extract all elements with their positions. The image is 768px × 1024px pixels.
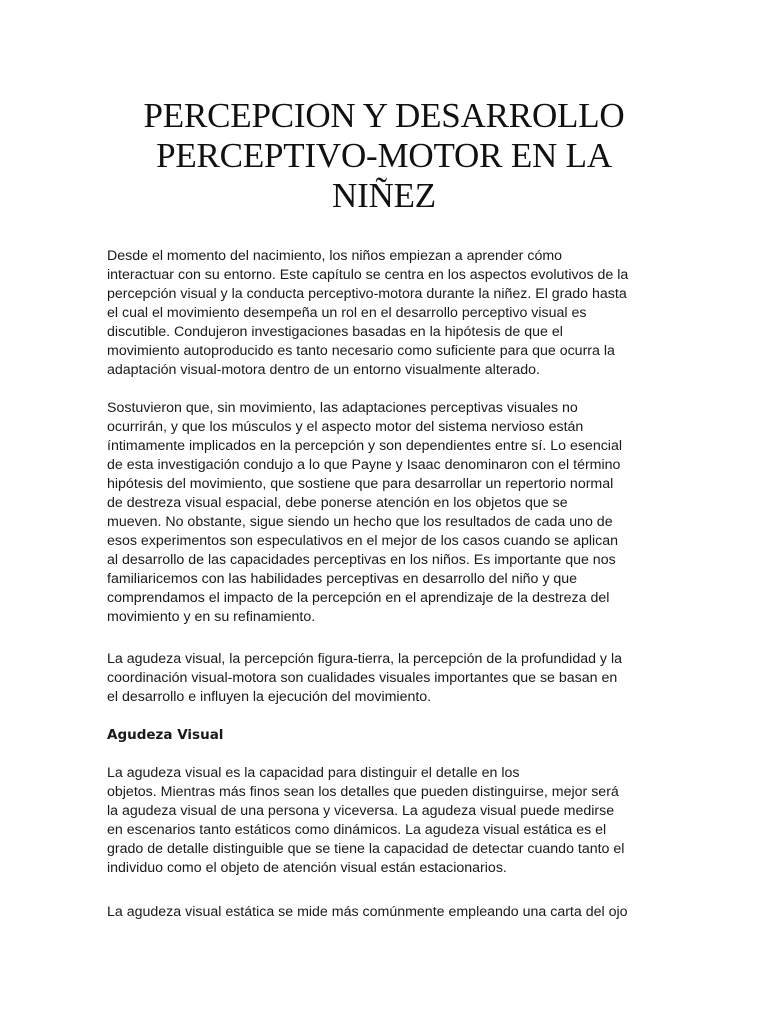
text-line: objetos. Mientras más finos sean los detalles que pueden distinguirse, mejor será xyxy=(107,784,619,800)
document-title xyxy=(100,96,668,216)
text-line: mueven. No obstante, sigue siendo un hecho que los resultados de cada uno de xyxy=(107,514,613,530)
text-line: el desarrollo e influyen la ejecución del movimiento. xyxy=(107,689,432,705)
text-line: esos experimentos son especulativos en el mejor de los casos cuando se aplican xyxy=(107,533,619,549)
text-line: comprendamos el impacto de la percepción en el aprendizaje de la destreza del xyxy=(107,590,610,606)
text-line: discutible. Condujeron investigaciones basadas en la hipótesis de que el xyxy=(107,324,563,340)
text-line: familiaricemos con las habilidades perceptivas en desarrollo del niño y que xyxy=(107,571,578,587)
text-line: en escenarios tanto estáticos como dinámicos. La agudeza visual estática es el xyxy=(107,822,607,838)
title-line: PERCEPTIVO-MOTOR EN LA xyxy=(156,136,612,175)
text-line: ocurrirán, y que los músculos y el aspecto motor del sistema nervioso están xyxy=(107,419,584,435)
text-line: interactuar con su entorno. Este capítulo se centra en los aspectos evolutivos de la xyxy=(107,267,629,283)
text-line: la agudeza visual de una persona y viceversa. La agudeza visual puede medirse xyxy=(107,803,615,819)
title-line: NIÑEZ xyxy=(332,176,436,215)
text-line: adaptación visual-motora dentro de un entorno visualmente alterado. xyxy=(107,362,540,378)
paragraph-intro xyxy=(107,247,667,380)
text-line: Sostuvieron que, sin movimiento, las adaptaciones perceptivas visuales no xyxy=(107,400,578,416)
paragraph-visual-acuity xyxy=(107,764,667,878)
paragraph-visual-qualities xyxy=(107,650,667,707)
text-line: Desde el momento del nacimiento, los niños empiezan a aprender cómo xyxy=(107,248,563,264)
text-line: individuo como el objeto de atención visual están estacionarios. xyxy=(107,860,507,876)
text-line: al desarrollo de las capacidades perceptivas en los niños. Es importante que nos xyxy=(107,552,616,568)
text-line: coordinación visual-motora son cualidades visuales importantes que se basan en xyxy=(107,670,618,686)
title-line: PERCEPCION Y DESARROLLO xyxy=(143,96,625,135)
paragraph-movement-hypothesis xyxy=(107,399,667,627)
text-line: movimiento y en su refinamiento. xyxy=(107,609,316,625)
text-line: La agudeza visual estática se mide más comúnmente empleando una carta del ojo xyxy=(107,904,628,920)
text-line: el cual el movimiento desempeña un rol en el desarrollo perceptivo visual es xyxy=(107,305,587,321)
text-line: íntimamente implicados en la percepción y son dependientes entre sí. Lo esencial xyxy=(107,438,622,454)
text-line: La agudeza visual, la percepción figura-tierra, la percepción de la profundidad y la xyxy=(107,651,623,667)
text-line: movimiento autoproducido es tanto necesario como suficiente para que ocurra la xyxy=(107,343,615,359)
text-line: de destreza visual espacial, debe ponerse atención en los objetos que se xyxy=(107,495,568,511)
text-line: percepción visual y la conducta perceptivo-motora durante la niñez. El grado hasta xyxy=(107,286,627,302)
text-line: hipótesis del movimiento, que sostiene que para desarrollar un repertorio normal xyxy=(107,476,614,492)
section-heading: Agudeza Visual xyxy=(107,727,224,743)
text-line: La agudeza visual es la capacidad para distinguir el detalle en los xyxy=(107,765,520,781)
paragraph-static-acuity xyxy=(107,903,667,922)
text-line: de esta investigación condujo a lo que Payne y Isaac denominaron con el término xyxy=(107,457,621,473)
text-line: grado de detalle distinguible que se tiene la capacidad de detectar cuando tanto el xyxy=(107,841,625,857)
